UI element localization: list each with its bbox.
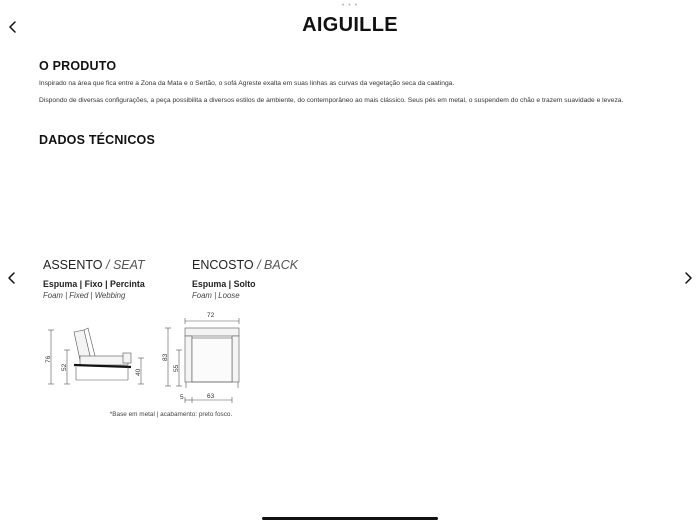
previous-button[interactable] xyxy=(5,270,19,286)
back-materials: Espuma | Solto xyxy=(192,279,256,289)
chevron-left-icon xyxy=(5,270,19,286)
seat-materials: Espuma | Fixo | Percinta xyxy=(43,279,145,289)
front-leg-offset-label: 5 xyxy=(180,394,184,401)
footnote: *Base em metal | acabamento: preto fosco. xyxy=(109,411,233,418)
seat-materials-en: Foam | Fixed | Webbing xyxy=(43,291,126,300)
front-view xyxy=(165,318,239,403)
seat-label: ASSENTO xyxy=(43,258,103,272)
technical-heading: DADOS TÉCNICOS xyxy=(39,133,156,147)
back-label-en: / BACK xyxy=(257,258,299,272)
front-width-label: 72 xyxy=(207,312,215,319)
dimension-drawing xyxy=(40,308,260,408)
side-seat-height-label: 52 xyxy=(61,363,68,371)
side-view xyxy=(48,328,144,384)
side-total-height-label: 76 xyxy=(45,355,52,363)
product-description-1: Inspirado na área que fica entre a Zona da Mata e o Sertão, o sofá Agreste exalta em suas linhas as curvas da vegetação seca da caatinga. xyxy=(39,80,455,87)
seat-heading xyxy=(43,258,145,272)
product-description-2: Dispondo de diversas configurações, a peça possibilita a diversos estilos de ambiente, do contemporâneo ao mais clássico. Seus pés em metal, o suspendem do chão e trazem suavidade e leveza. xyxy=(39,97,624,104)
home-indicator[interactable] xyxy=(262,517,438,520)
front-inner-width-label: 63 xyxy=(207,393,215,400)
back-label: ENCOSTO xyxy=(192,258,254,272)
next-button[interactable] xyxy=(681,270,695,286)
front-height-inner-label: 55 xyxy=(173,364,180,372)
seat-label-en: / SEAT xyxy=(106,258,145,272)
side-arm-height-label: 40 xyxy=(135,368,142,376)
chevron-right-icon xyxy=(681,270,695,286)
back-heading xyxy=(192,258,298,272)
back-materials-en: Foam | Loose xyxy=(192,291,240,300)
front-height-outer-label: 83 xyxy=(162,353,169,361)
top-dots: • • • xyxy=(341,2,359,9)
product-heading: O PRODUTO xyxy=(39,59,117,73)
page-title: AIGUILLE xyxy=(302,14,398,36)
